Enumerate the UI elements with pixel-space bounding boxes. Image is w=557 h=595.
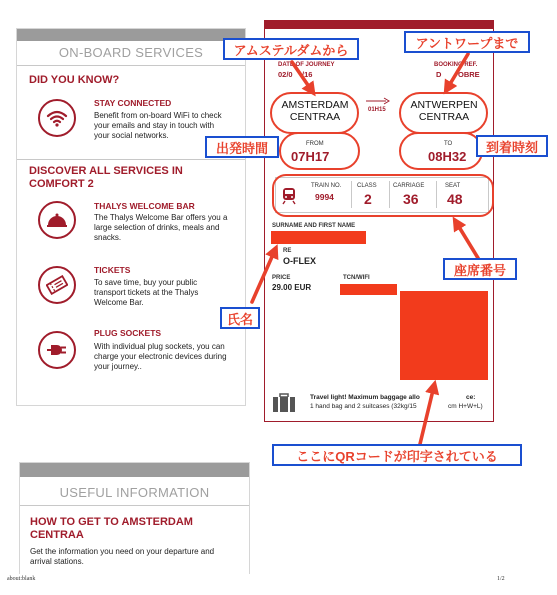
booking-label: BOOKING REF. [434, 62, 478, 68]
from-station: AMSTERDAM CENTRAA [281, 99, 349, 123]
seat-value: 48 [447, 191, 463, 207]
plug-sockets-title: PLUG SOCKETS [94, 328, 162, 338]
arrival-time-callout: 到着時刻 [476, 135, 548, 157]
from-amsterdam-callout: アムステルダムから [223, 38, 359, 60]
arrow-to-annotation [447, 54, 468, 89]
did-you-know-heading: DID YOU KNOW? [29, 74, 120, 86]
departure-time: 07H17 [291, 149, 330, 164]
tickets-title: TICKETS [94, 265, 131, 275]
welcome-bar-text: The Thalys Welcome Bar offers you a large selection of drinks, meals and snacks. [94, 213, 228, 242]
tcn-wifi-label: TCN/WIFI [343, 275, 370, 281]
to-station: ANTWERPEN CENTRAA [410, 99, 478, 123]
from-label: FROM [306, 141, 324, 147]
booking-value-start: D [436, 70, 442, 79]
date-value-start: 02/0 [278, 70, 293, 79]
class-value: 2 [364, 191, 372, 207]
arrow-qr-annotation [420, 386, 434, 444]
booking-value-end: OBRE [458, 70, 480, 79]
baggage-text-end: cm H+W+L) [448, 403, 483, 410]
to-label: TO [444, 141, 453, 147]
carriage-label: CARRIAGE [393, 183, 425, 189]
date-label: DATE OF JOURNEY [278, 62, 335, 68]
arrival-time: 08H32 [428, 149, 467, 164]
train-no: 9994 [315, 192, 334, 202]
price-value: 29.00 EUR [272, 283, 312, 292]
discover-services-heading: DISCOVER ALL SERVICES IN COMFORT 2 [29, 165, 183, 190]
train-no-label: TRAIN NO. [311, 183, 342, 189]
arrow-seat-annotation [456, 222, 478, 258]
useful-information-title: USEFUL INFORMATION [59, 485, 210, 500]
stay-connected-title: STAY CONNECTED [94, 98, 172, 108]
tickets-text: To save time, buy your public transport tickets at the Thalys Welcome Bar. [94, 278, 199, 307]
to-antwerp-callout: アントワープまで [404, 31, 530, 53]
onboard-services-title: ON-BOARD SERVICES [58, 45, 204, 60]
footer-page-number: 1/2 [497, 576, 505, 582]
baggage-text: 1 hand bag and 2 suitcases (32kg/15 [310, 403, 417, 410]
baggage-title-end: ce: [466, 394, 476, 401]
arrow-from-annotation [292, 62, 312, 91]
footer-url: about:blank [7, 576, 36, 582]
date-value-end: /16 [302, 70, 313, 79]
arrow-name-annotation [252, 250, 275, 302]
baggage-title: Travel light! Maximum baggage allo [310, 394, 420, 401]
seat-number-callout: 座席番号 [443, 258, 517, 280]
seat-label: SEAT [445, 183, 461, 189]
fare-label: RE [283, 248, 292, 254]
class-label: CLASS [357, 183, 377, 189]
how-to-get-text: Get the information you need on your departure and arrival stations. [30, 547, 215, 566]
qr-code-callout: ここにQRコードが印字されている [272, 444, 522, 466]
name-callout: 氏名 [220, 307, 260, 329]
stay-connected-text: Benefit from on-board WiFi to check your emails and stay in touch with your social networks. [94, 111, 222, 140]
carriage-value: 36 [403, 191, 419, 207]
departure-time-callout: 出発時間 [205, 136, 279, 158]
how-to-get-heading: HOW TO GET TO AMSTERDAM CENTRAA [30, 516, 193, 541]
fare-value: O-FLEX [283, 256, 316, 266]
plug-sockets-text: With individual plug sockets, you can charge your electronic devices during your journey.. [94, 342, 227, 371]
welcome-bar-title: THALYS WELCOME BAR [94, 201, 195, 211]
price-label: PRICE [272, 275, 291, 281]
duration: 01H15 [368, 107, 386, 113]
surname-label: SURNAME AND FIRST NAME [272, 223, 356, 229]
